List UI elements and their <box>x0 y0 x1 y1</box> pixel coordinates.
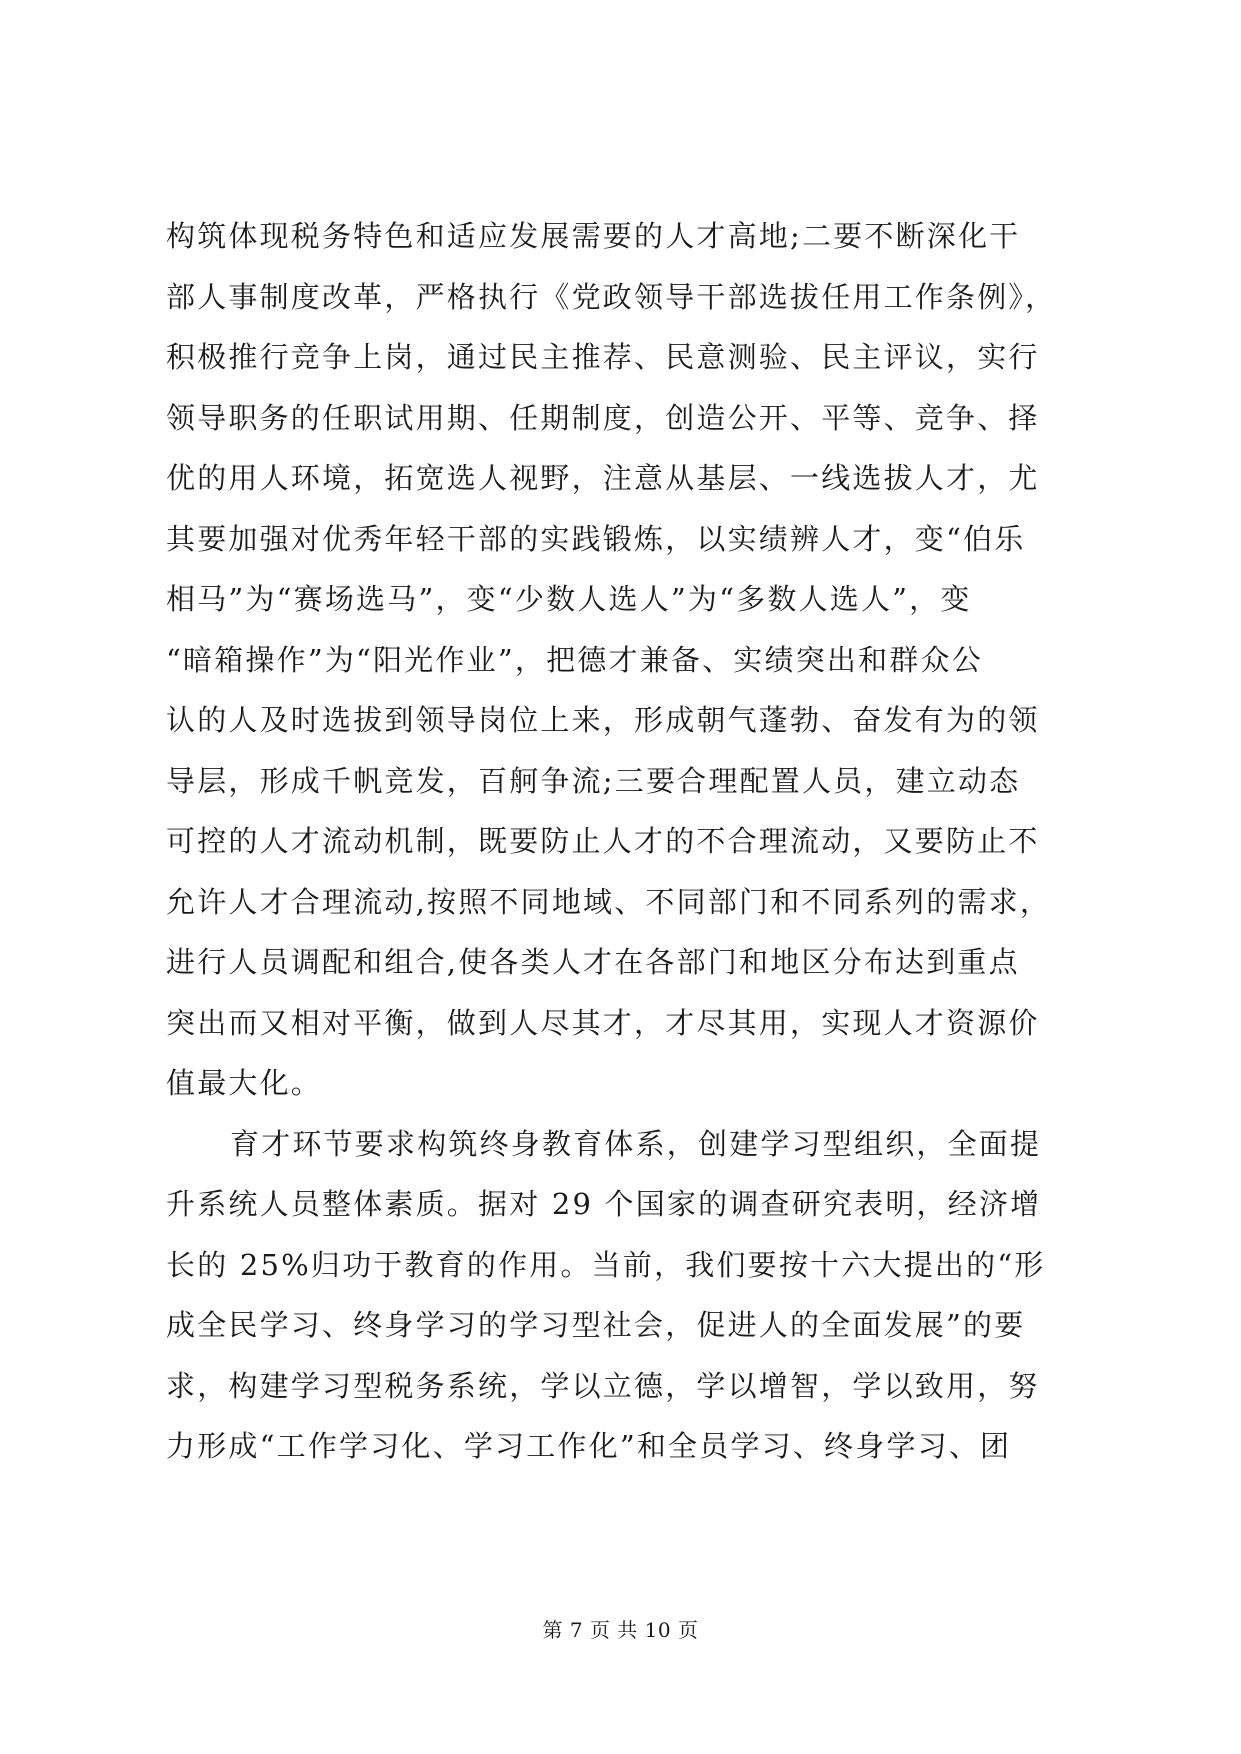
text-line: 突出而又相对平衡，做到人尽其才，才尽其用，实现人才资源价 <box>166 1005 1040 1040</box>
text-line: 领导职务的任职试用期、任期制度，创造公开、平等、竞争、择 <box>166 400 1040 435</box>
text-line: 求，构建学习型税务系统，学以立德，学以增智，学以致用，努 <box>166 1368 1040 1403</box>
body-text <box>166 206 1086 1477</box>
text-line: 可控的人才流动机制，既要防止人才的不合理流动，又要防止不 <box>166 824 1040 858</box>
text-line: 积极推行竞争上岗，通过民主推荐、民意测验、民主评议，实行 <box>166 340 1040 374</box>
text-line: 其要加强对优秀年轻干部的实践锻炼，以实绩辨人才，变“伯乐 <box>166 521 1026 556</box>
text-line: 进行人员调配和组合,使各类人才在各部门和地区分布达到重点 <box>166 945 1020 979</box>
text-line: 成全民学习、终身学习的学习型社会，促进人的全面发展”的要 <box>166 1308 1026 1342</box>
text-line: 导层，形成千帆竞发，百舸争流;三要合理配置人员，建立动态 <box>166 763 1021 798</box>
page-footer <box>0 1618 1241 1642</box>
page-indicator: 第 7 页 共 10 页 <box>542 1618 699 1642</box>
text-line: 升系统人员整体素质。据对 29 个国家的调查研究表明，经济增 <box>166 1187 1042 1221</box>
text-line: 长的 25%归功于教育的作用。当前，我们要按十六大提出的“形 <box>166 1247 1046 1282</box>
text-line: 力形成“工作学习化、学习工作化”和全员学习、终身学习、团 <box>166 1429 1012 1463</box>
text-line: “暗箱操作”为“阳光作业”，把德才兼备、实绩突出和群众公 <box>166 642 983 677</box>
text-line: 构筑体现税务特色和适应发展需要的人才高地;二要不断深化干 <box>166 219 1021 253</box>
paragraph-first-line: 育才环节要求构筑终身教育体系，创建学习型组织，全面提 <box>230 1126 1042 1161</box>
text-line: 允许人才合理流动,按照不同地域、不同部门和不同系列的需求， <box>166 884 1052 919</box>
text-line: 认的人及时选拔到领导岗位上来，形成朝气蓬勃、奋发有为的领 <box>166 703 1040 737</box>
text-line: 优的用人环境，拓宽选人视野，注意从基层、一线选拔人才，尤 <box>166 461 1040 495</box>
text-line: 相马”为“赛场选马”，变“少数人选人”为“多数人选人”，变 <box>166 582 972 616</box>
text-line: 值最大化。 <box>166 1066 323 1100</box>
text-line: 部人事制度改革，严格执行《党政领导干部选拔任用工作条例》， <box>166 279 1057 314</box>
